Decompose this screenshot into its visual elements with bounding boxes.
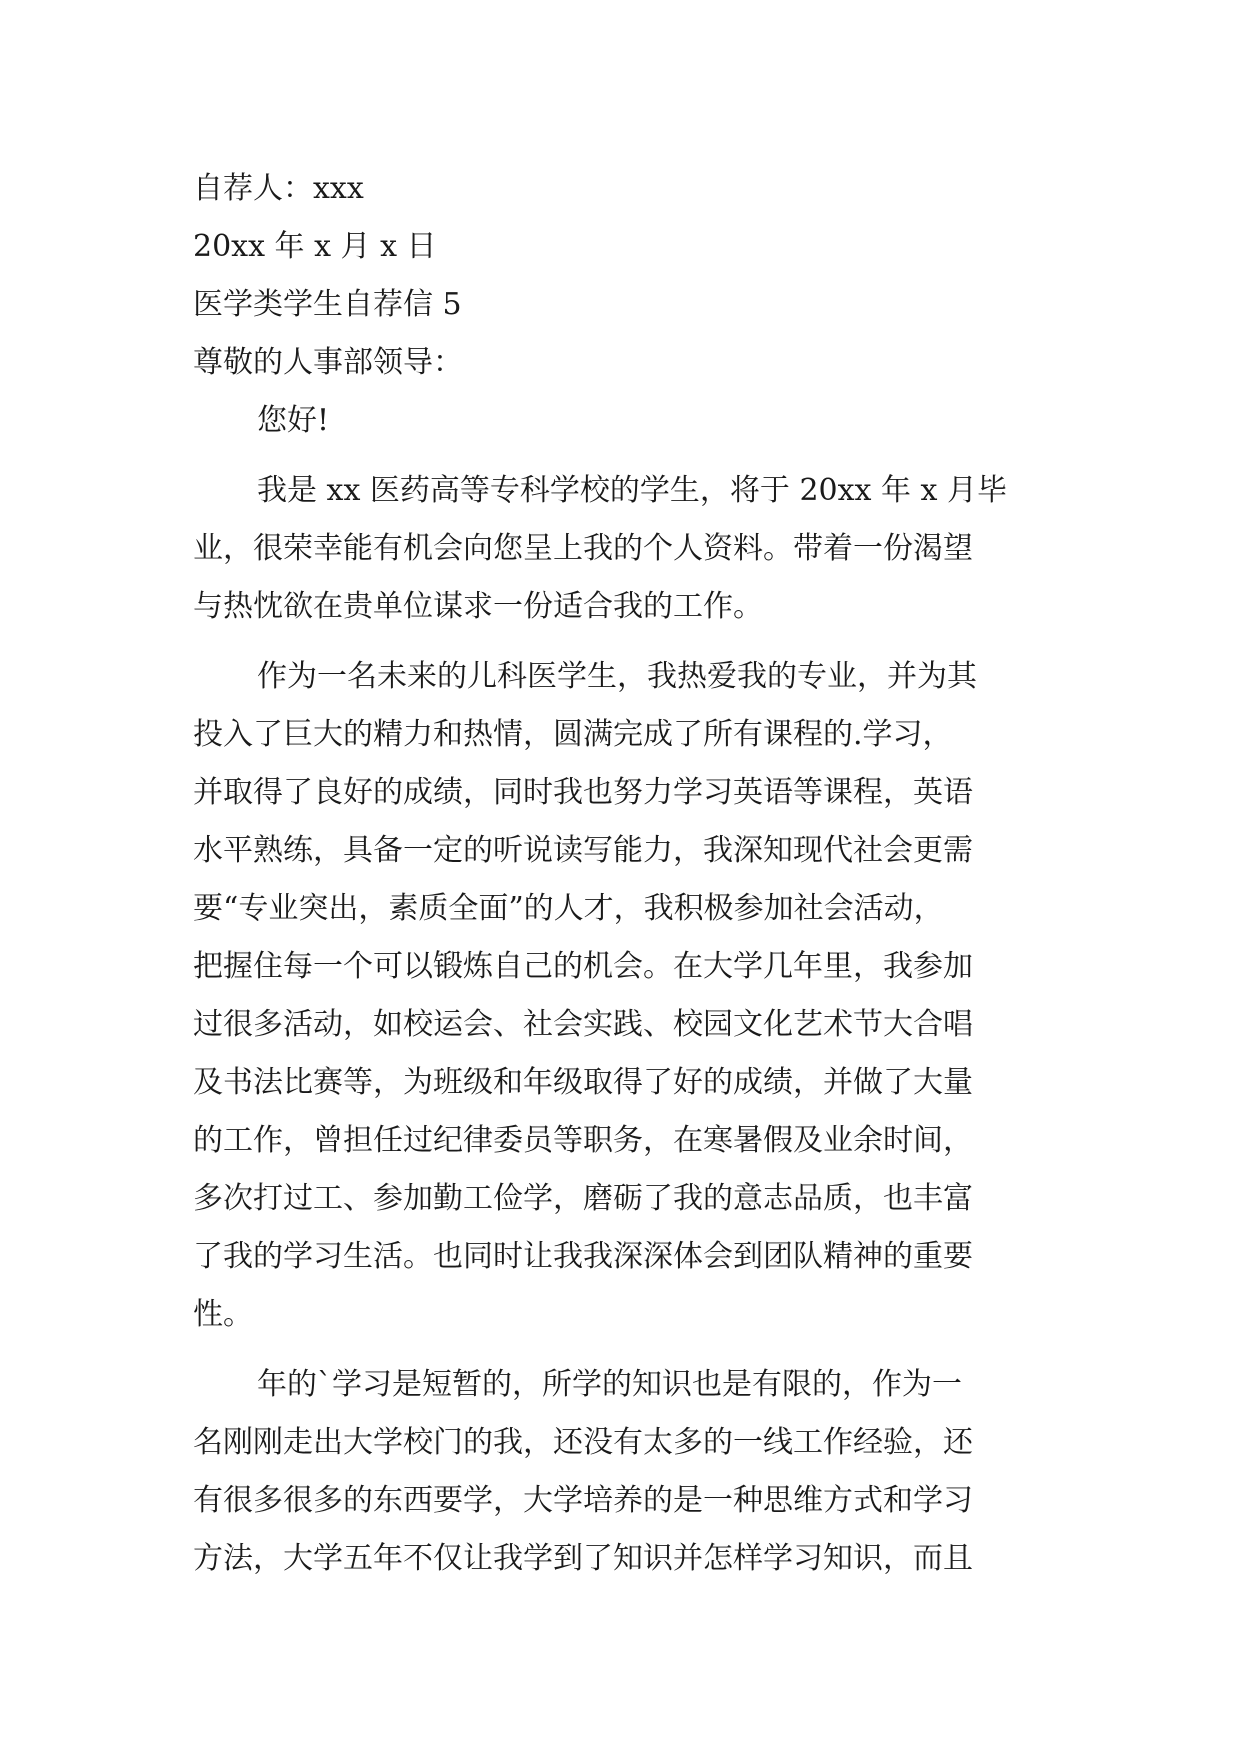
paragraph-line: 过很多活动，如校运会、社会实践、校园文化艺术节大合唱 <box>193 1007 973 1042</box>
signature-line: 自荐人：xxx <box>193 171 364 206</box>
greeting: 您好! <box>257 403 330 438</box>
date-line: 20xx 年 x 月 x 日 <box>193 229 437 264</box>
letter-title: 医学类学生自荐信 5 <box>193 287 462 322</box>
paragraph-reflection <box>193 1356 1055 1588</box>
paragraph-line: 有很多很多的东西要学，大学培养的是一种思维方式和学习 <box>193 1483 973 1518</box>
paragraph-line: 的工作，曾担任过纪律委员等职务，在寒暑假及业余时间， <box>193 1123 973 1158</box>
paragraph-line: 要“专业突出，素质全面”的人才，我积极参加社会活动， <box>193 891 944 926</box>
paragraph-line: 与热忱欲在贵单位谋求一份适合我的工作。 <box>193 589 763 624</box>
paragraph-line: 投入了巨大的精力和热情，圆满完成了所有课程的.学习， <box>193 717 953 752</box>
paragraph-spacer <box>193 636 1055 648</box>
paragraph-line: 业，很荣幸能有机会向您呈上我的个人资料。带着一份渴望 <box>193 531 973 566</box>
paragraph-line: 我是 xx 医药高等专科学校的学生，将于 20xx 年 x 月毕 <box>257 473 1007 508</box>
paragraph-experience <box>193 648 1055 1344</box>
paragraph-line: 了我的学习生活。也同时让我我深深体会到团队精神的重要 <box>193 1239 973 1274</box>
paragraph-line: 并取得了良好的成绩，同时我也努力学习英语等课程，英语 <box>193 775 973 810</box>
paragraph-spacer <box>193 1344 1055 1356</box>
paragraph-line: 及书法比赛等，为班级和年级取得了好的成绩，并做了大量 <box>193 1065 973 1100</box>
paragraph-intro <box>193 462 1055 636</box>
paragraph-line: 名刚刚走出大学校门的我，还没有太多的一线工作经验，还 <box>193 1425 973 1460</box>
paragraph-line: 年的`学习是短暂的，所学的知识也是有限的，作为一 <box>257 1367 962 1402</box>
salutation: 尊敬的人事部领导： <box>193 345 463 380</box>
paragraph-line: 多次打过工、参加勤工俭学，磨砺了我的意志品质，也丰富 <box>193 1181 973 1216</box>
paragraph-line: 性。 <box>193 1297 253 1332</box>
letter-body <box>193 160 1055 1588</box>
paragraph-line: 把握住每一个可以锻炼自己的机会。在大学几年里，我参加 <box>193 949 973 984</box>
paragraph-line: 水平熟练，具备一定的听说读写能力，我深知现代社会更需 <box>193 833 973 868</box>
paragraph-line: 作为一名未来的儿科医学生，我热爱我的专业，并为其 <box>257 659 977 694</box>
paragraph-line: 方法，大学五年不仅让我学到了知识并怎样学习知识，而且 <box>193 1541 973 1576</box>
paragraph-spacer <box>193 450 1055 462</box>
